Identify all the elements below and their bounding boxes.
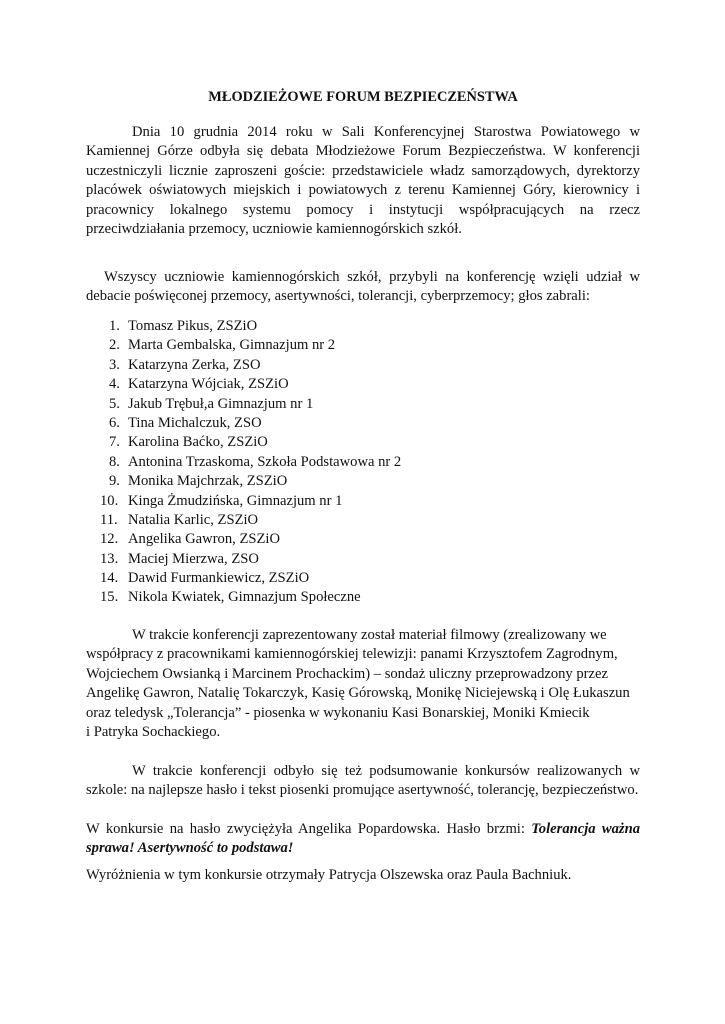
document-title: MŁODZIEŻOWE FORUM BEZPIECZEŃSTWA bbox=[208, 89, 518, 105]
list-item: 3. Katarzyna Zerka, ZSO bbox=[109, 356, 261, 373]
list-item: 12. Angelika Gawron, ZSZiO bbox=[100, 531, 280, 548]
list-item: 8. Antonina Trzaskoma, Szkoła Podstawowa nr 2 bbox=[109, 453, 402, 470]
paragraph-line: i Patryka Sochackiego. bbox=[86, 724, 221, 741]
speakers-intro-paragraph: Wszyscy uczniowie kamiennogórskich szkół, przybyli na konferencję wzięli udział w debacie poświęconej przemocy, asertywności, tolerancji, cyberprzemocy; głos zabrali: bbox=[86, 269, 640, 305]
list-item: 2. Marta Gembalska, Gimnazjum nr 2 bbox=[109, 337, 336, 354]
list-item: 10. Kinga Żmudzińska, Gimnazjum nr 1 bbox=[100, 492, 343, 509]
contest-summary-paragraph: W trakcie konferencji odbyło się też podsumowanie konkursów realizowanych w szkole: na najlepsze hasło i tekst piosenki promujące asertywność, tolerancję, bezpieczeństwo. bbox=[86, 763, 640, 799]
slogan-winner-paragraph: W konkursie na hasło zwyciężyła Angelika Popardowska. Hasło brzmi: Tolerancja ważna sprawa! Asertywność to podstawa! bbox=[86, 821, 640, 857]
list-item: 14. Dawid Furmankiewicz, ZSZiO bbox=[100, 570, 310, 587]
speakers-list bbox=[86, 317, 401, 608]
list-item: 6. Tina Michalczuk, ZSO bbox=[109, 414, 262, 431]
list-item: 5. Jakub Trębuł,a Gimnazjum nr 1 bbox=[109, 395, 314, 412]
list-item: 1. Tomasz Pikus, ZSZiO bbox=[109, 318, 258, 334]
paragraph-line: Wojciechem Owsianką i Marcinem Prochackim) – sondaż uliczny przeprowadzony przez bbox=[86, 665, 608, 682]
paragraph-line: oraz teledysk „Tolerancja” - piosenka w wykonaniu Kasi Bonarskiej, Moniki Kmiecik bbox=[86, 704, 590, 721]
paragraph-line: współpracy z pracownikami kamiennogórskiej telewizji: panami Krzysztofem Zagrodnym, bbox=[86, 646, 618, 663]
paragraph-line: Angelikę Gawron, Natalię Tokarczyk, Kasię Górowską, Monikę Niciejewską i Olę Łukaszun bbox=[86, 685, 630, 702]
list-item: 7. Karolina Baćko, ZSZiO bbox=[109, 434, 268, 451]
intro-paragraph: Dnia 10 grudnia 2014 roku w Sali Konferencyjnej Starostwa Powiatowego w Kamiennej Górze odbyła się debata Młodzieżowe Forum Bezpieczeństwa. W konferencji uczestniczyli licznie zaproszeni goście: przedstawiciele władz samorządowych, dyrektorzy placówek oświatowych miejskich i powiatowych z terenu Kamiennej Góry, kierownicy i pracownicy lokalnego systemu pomocy i instytucji współpracujących na rzecz przeciwdziałania przemocy, uczniowie kamiennogórskich szkół. bbox=[86, 124, 640, 238]
paragraph-line: W trakcie konferencji zaprezentowany został materiał filmowy (zrealizowany we bbox=[132, 627, 607, 643]
winning-slogan: Tolerancja ważna sprawa! Asertywność to podstawa! bbox=[86, 821, 640, 857]
list-item: 13. Maciej Mierzwa, ZSO bbox=[100, 550, 259, 567]
list-item: 4. Katarzyna Wójciak, ZSZiO bbox=[109, 376, 289, 393]
list-item: 9. Monika Majchrzak, ZSZiO bbox=[109, 473, 288, 490]
honorable-mentions-paragraph: Wyróżnienia w tym konkursie otrzymały Patrycja Olszewska oraz Paula Bachniuk. bbox=[86, 867, 572, 883]
list-item: 15. Nikola Kwiatek, Gimnazjum Społeczne bbox=[100, 589, 361, 606]
list-item: 11. Natalia Karlic, ZSZiO bbox=[100, 511, 259, 528]
film-material-paragraph bbox=[86, 626, 640, 742]
